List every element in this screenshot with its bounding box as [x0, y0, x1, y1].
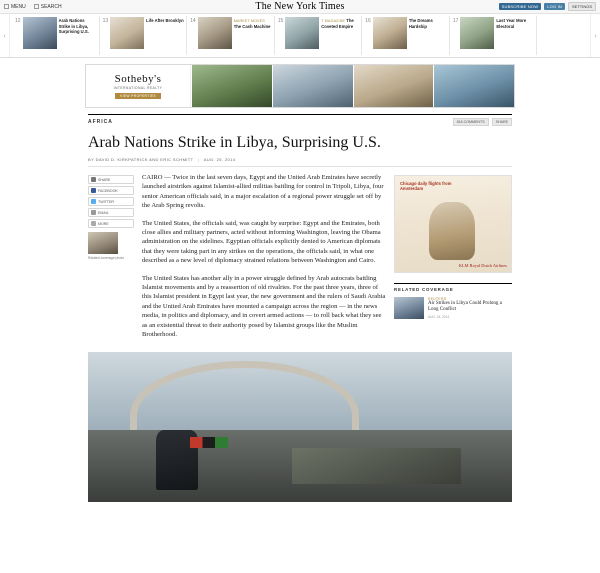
- carousel-item-thumbnail: [285, 17, 319, 49]
- byline: [88, 157, 512, 167]
- related-coverage-heading: RELATED COVERAGE: [394, 283, 512, 292]
- settings-button[interactable]: SETTINGS: [568, 2, 596, 11]
- masthead-logo[interactable]: The New York Times: [255, 1, 345, 12]
- carousel-item[interactable]: [277, 16, 363, 55]
- right-sidebar: [394, 173, 512, 348]
- email-label: EMAIL: [98, 210, 109, 215]
- share-rail: [88, 173, 134, 348]
- carousel-item-title: The Dreams Hardship: [408, 18, 433, 29]
- carousel-item-kicker: MARKET MOVES: [233, 19, 265, 23]
- comments-badge[interactable]: 816 COMMENTS: [453, 118, 489, 126]
- carousel-item-text: [496, 17, 534, 29]
- share-button-label: SHARE: [98, 177, 111, 182]
- ad-image: [191, 65, 272, 107]
- facebook-label: FACEBOOK: [98, 188, 118, 193]
- carousel-item[interactable]: [364, 16, 450, 55]
- top-stories-carousel: [0, 14, 600, 58]
- search-icon: [34, 4, 39, 9]
- byline-separator: |: [197, 157, 200, 162]
- carousel-item-thumbnail: [110, 17, 144, 49]
- rail-thumbnail[interactable]: [88, 232, 118, 254]
- photo-truck: [292, 448, 462, 484]
- facebook-share-button[interactable]: [88, 186, 134, 195]
- carousel-item-thumbnail: [23, 17, 57, 49]
- related-item-text: [428, 297, 512, 319]
- topbar-right-actions: [499, 2, 596, 11]
- photo-flag: [190, 437, 228, 448]
- byline-authors[interactable]: BY DAVID D. KIRKPATRICK AND ERIC SCHMITT: [88, 157, 194, 162]
- article-paragraph: The United States, the officials said, was caught by surprise: Egypt and the Emirates, both close allies and military partners, acted without informing Washington, leaving the Obama administration on the sidelines. Egyptian officials explicitly denied to American diplomats that they were taking part in any strikes on the operations, the officials said, in what one described as a new level of diplomacy strained relations between Washington and Cairo.: [142, 219, 381, 265]
- carousel-prev-icon[interactable]: ‹: [0, 14, 10, 57]
- lead-photo-wrapper: [88, 352, 512, 502]
- carousel-item-text: [146, 17, 184, 24]
- subscribe-button[interactable]: SUBSCRIBE NOW: [499, 3, 542, 10]
- article-badges: [453, 118, 512, 126]
- ad-image: [433, 65, 514, 107]
- libya-fighters-photo[interactable]: [88, 352, 512, 502]
- ad-brand-name: Sotheby's: [114, 73, 162, 85]
- section-header-row: [88, 115, 512, 126]
- carousel-item-kicker: T MAGAZINE: [321, 19, 346, 23]
- login-button[interactable]: LOG IN: [544, 3, 565, 10]
- facebook-icon: [91, 188, 96, 193]
- carousel-item-number: 13: [102, 18, 109, 24]
- carousel-item[interactable]: [189, 16, 275, 55]
- carousel-item-number: 15: [277, 18, 284, 24]
- ad-image: [353, 65, 434, 107]
- menu-button[interactable]: [4, 4, 26, 10]
- carousel-item[interactable]: [452, 16, 538, 55]
- ad-headline: Chicago daily flights from Amsterdam: [400, 181, 452, 192]
- ad-advertiser-logo: KLM Royal Dutch Airlines: [458, 263, 507, 268]
- carousel-item-title: Arab Nations Strike in Libya, Surprising U.S.: [58, 18, 89, 34]
- article-body-layout: [88, 173, 512, 348]
- twitter-label: TWITTER: [98, 199, 114, 204]
- article-page: [0, 114, 600, 502]
- search-label: SEARCH: [40, 3, 62, 10]
- carousel-item-text: [409, 17, 447, 29]
- sidebar-advertisement[interactable]: [394, 175, 512, 273]
- carousel-item-thumbnail: [373, 17, 407, 49]
- carousel-item-thumbnail: [460, 17, 494, 49]
- carousel-item-text: [321, 17, 359, 29]
- hamburger-icon: [4, 4, 9, 9]
- ad-brand-block: [86, 65, 191, 107]
- share-button[interactable]: [88, 175, 134, 184]
- related-item-kicker: REUTERS: [428, 297, 447, 301]
- ad-brand-subtitle: INTERNATIONAL REALTY: [113, 86, 163, 90]
- search-button[interactable]: [34, 4, 62, 10]
- ad-figure-illustration: [429, 202, 475, 260]
- article-text: [142, 173, 386, 348]
- more-label: MORE: [98, 221, 109, 226]
- top-utility-bar: [0, 0, 600, 14]
- carousel-item-title: The Coveted Empire: [321, 18, 354, 29]
- more-share-button[interactable]: [88, 219, 134, 228]
- ad-image-strip: [191, 65, 514, 107]
- ad-image: [272, 65, 353, 107]
- carousel-item-title: Life After Brooklyn: [146, 18, 184, 23]
- twitter-icon: [91, 199, 96, 204]
- carousel-item-title: Last Year More Electoral: [496, 18, 527, 29]
- email-share-button[interactable]: [88, 208, 134, 217]
- carousel-item-text: [59, 17, 97, 34]
- carousel-item-number: 14: [190, 18, 196, 24]
- related-item[interactable]: [394, 297, 512, 319]
- share-badge[interactable]: SHARE: [492, 118, 512, 126]
- carousel-item-title: The Cash Machine: [233, 24, 271, 29]
- carousel-item-number: 17: [452, 18, 459, 24]
- article-paragraph: CAIRO — Twice in the last seven days, Egypt and the United Arab Emirates have secretly launched airstrikes against Islamist-allied militias battling for control in Tripoli, Libya, four senior American officials said, in a major escalation of a regional power struggle set off by the Arab Spring revolts.: [142, 174, 384, 210]
- menu-label: MENU: [11, 3, 26, 10]
- carousel-item-number: 16: [365, 18, 371, 24]
- carousel-item-number: 12: [15, 18, 21, 24]
- section-kicker[interactable]: AFRICA: [88, 119, 113, 125]
- ad-cta-button[interactable]: VIEW PROPERTIES: [115, 93, 161, 99]
- share-icon: [91, 177, 96, 182]
- page-title: Arab Nations Strike in Libya, Surprising U.S.: [88, 134, 381, 151]
- related-item-title: Air Strikes in Libya Could Prolong a Long Conflict: [428, 301, 502, 313]
- carousel-item-text: [234, 17, 272, 29]
- email-icon: [91, 210, 96, 215]
- carousel-item[interactable]: [14, 16, 100, 55]
- byline-date: AUG. 25, 2014: [203, 157, 236, 162]
- article-paragraph: The United States has another ally in a power struggle defined by Arab autocrats battling Islamist movements and by a reassertion of old rivalries. For the past three years, three of this Islamist president in Egypt last year, the new government and the rulers of Saudi Arabia and the United Arab Emirates have mounted a campaign across the region — in the news media, in politics and diplomacy, and in covert armed actions — to roll back what they see as an existential threat to their authority posed by Islamist groups like the Muslim Brotherhood.: [142, 274, 386, 339]
- carousel-next-icon[interactable]: ›: [590, 14, 600, 57]
- rail-caption: Related coverage photo: [88, 256, 125, 260]
- sothebys-ad-banner[interactable]: [85, 64, 515, 108]
- carousel-item[interactable]: [102, 16, 188, 55]
- related-item-thumbnail: [394, 297, 424, 319]
- carousel-item-thumbnail: [198, 17, 232, 49]
- twitter-share-button[interactable]: [88, 197, 134, 206]
- more-icon: [91, 221, 96, 226]
- related-item-date: AUG. 24, 2014: [428, 314, 450, 319]
